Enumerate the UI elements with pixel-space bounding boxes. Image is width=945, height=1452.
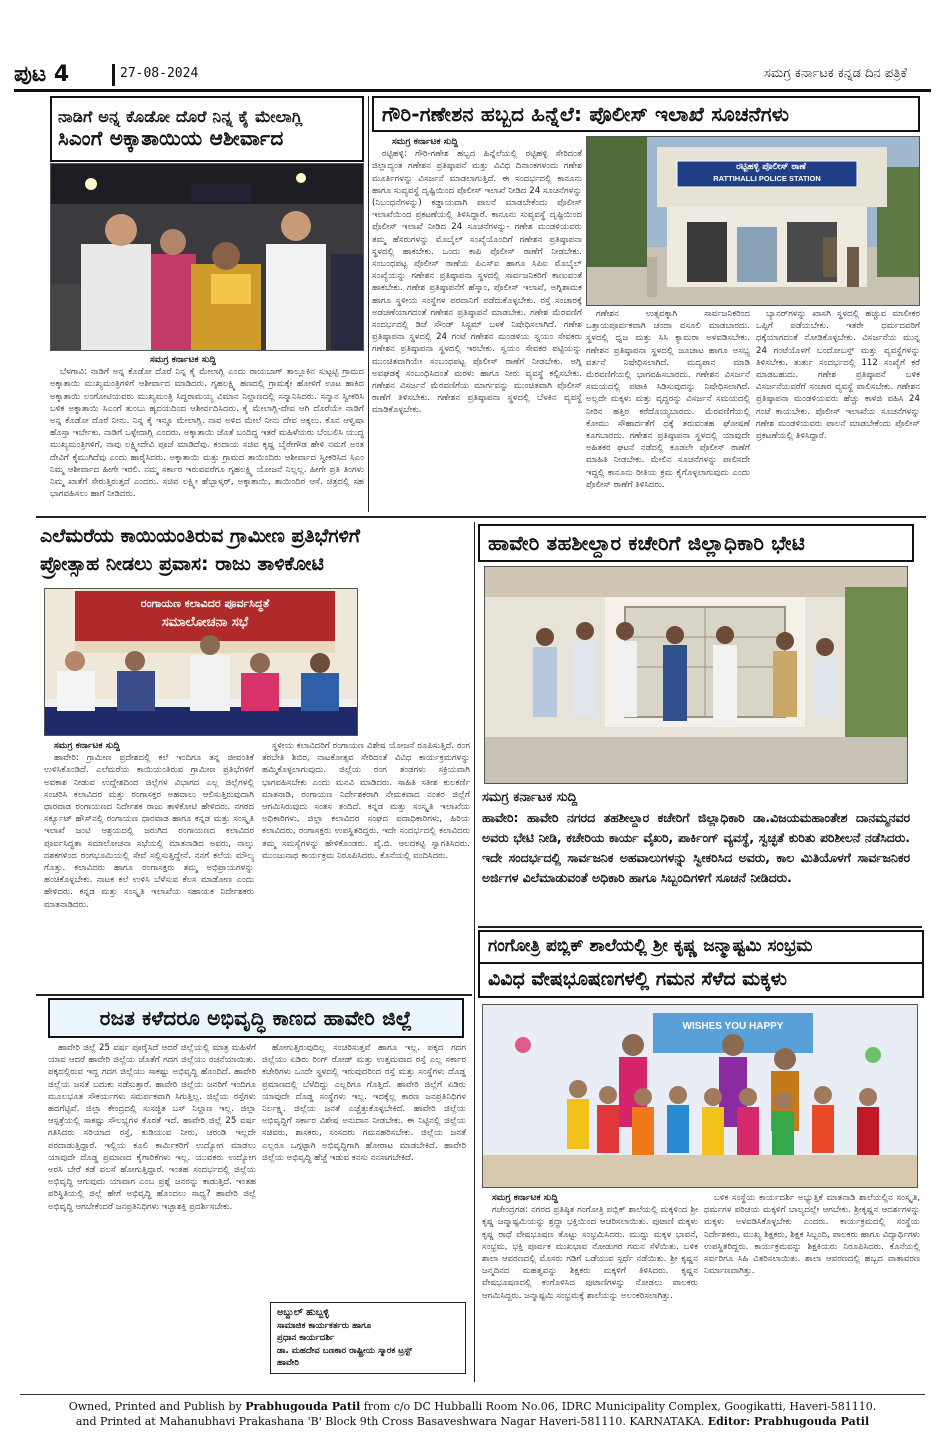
section-rule-right <box>478 926 922 928</box>
police-col2 <box>586 308 750 512</box>
school-story-headline <box>478 930 924 1000</box>
raju-body-col1: ಹಾವೇರಿ: ಗ್ರಾಮೀಣ ಪ್ರದೇಶದಲ್ಲಿ ಕಲೆ ಇಂದಿಗೂ ತನ್ನ ಜೀವಂತಿಕೆ ಉಳಿಸಿಕೊಂಡಿದೆ. ಎಲೆಮರೆಯ ಕಾಯಿಯಂತಿರುವ ಗ್ರಾಮೀಣ ಪ್ರತಿಭೆಗಳಿಗೆ ಅವಕಾಶ ನೀಡುವ ಉದ್ದೇಶದಿಂದ ಜಿಲ್ಲೆಗಳ ವಿಭಾಗದ ಎಲ್ಲ ಜಿಲ್ಲೆಗಳಲ್ಲಿ ಸಂಚರಿಸಿ ಕಲಾವಿದರ ಮತ್ತು ರಂಗಾಸಕ್ತರ ಅಹವಾಲು ಆಲಿಸುತ್ತಿರುವುದಾಗಿ ಧಾರವಾಡ ರಂಗಾಯಣದ ನಿರ್ದೇಶಕ ರಾಜು ತಾಳಿಕೋಟಿ ಹೇಳಿದರು. ನಗರದ ಸರ್ಕ್ಯೂಟ್ ಹೌಸ್‌ನಲ್ಲಿ ರಂಗಾಯಣ ಧಾರವಾಡ ಹಾಗೂ ಕನ್ನಡ ಮತ್ತು ಸಂಸ್ಕೃತಿ ಇಲಾಖೆ ಜಂಟಿ ಆಶ್ರಯದಲ್ಲಿ ಜರುಗಿದ ರಂಗಾಯಣದ ಕಲಾವಿದರ ಪೂರ್ವಸಿದ್ಧತಾ ಸಮಾಲೋಚನಾ ಸಭೆಯಲ್ಲಿ ಮಾತನಾಡಿದ ಅವರು, ನಾಲ್ಕು ದಶಕಗಳಿಂದ ರಂಗಭೂಮಿಯಲ್ಲಿ ಸೇವೆ ಸಲ್ಲಿಸುತ್ತಿದ್ದೇನೆ. ನನಗೆ ಕಲೆಯ ಮೌಲ್ಯ ಗೊತ್ತು. ಕಲಾವಿದರು ಹಾಗೂ ರಂಗಾಸಕ್ತರು ತಮ್ಮ ಅಭಿಪ್ರಾಯಗಳನ್ನು ಹಂಚಿಕೊಳ್ಳಬೇಕು. ನಾಟಕ ಕಲೆ ಉಳಿಸಿ ಬೆಳೆಸುವ ಕೆಲಸ ಮಾಡೋಣ ಎಂದು ಹೇಳಿದರು. ಕನ್ನಡ ಮತ್ತು ಸಂಸ್ಕೃತಿ ಇಲಾಖೆಯ ಸಹಾಯಕ ನಿರ್ದೇಶಕರು ಮಾತನಾಡಿದರು. <box>44 753 254 910</box>
imprint-editor: Editor: Prabhugouda Patil <box>707 1415 870 1428</box>
police-story-headline-box <box>372 96 920 132</box>
imprint-footer <box>20 1394 925 1429</box>
page-number: ಪುಟ 4 <box>14 62 70 87</box>
raju-banner-line1: ರಂಗಾಯಣ ಕಲಾವಿದರ ಪೂರ್ವಸಿದ್ಧತೆ <box>140 597 270 610</box>
author-line5: ಹಾವೇರಿ <box>277 1358 299 1368</box>
imprint-address: from c/o DC Hubballi Room No.06, IDRC Municipality Complex, Googikatti, Haveri-581110. <box>360 1400 877 1413</box>
author-line3: ಪ್ರಧಾನ ಕಾರ್ಯದರ್ಶಿ <box>277 1333 335 1343</box>
school-body-col1: ಗಜೇಂದ್ರಗಡ: ನಗರದ ಪ್ರತಿಷ್ಠಿತ ಗಂಗೋತ್ರಿ ಪಬ್ಲಿಕ್ ಶಾಲೆಯಲ್ಲಿ ಮಕ್ಕಳಿಂದ ಶ್ರೀ ಕೃಷ್ಣ ಜನ್ಮಾಷ್ಟಮಿಯನ್ನು ಶ್ರದ್ಧಾ ಭಕ್ತಿಯಿಂದ ಆಚರಿಸಲಾಯಿತು. ಪುಟಾಣಿ ಮಕ್ಕಳು ಕೃಷ್ಣ ರಾಧೆ ವೇಷಭೂಷಣ ತೊಟ್ಟು ಸಂಭ್ರಮಿಸಿದರು. ಮುದ್ದು ಮಕ್ಕಳ ಭಾವನೆ, ಸಂಭ್ರಮ, ಭಕ್ತಿ ಪೂರ್ವಕ ಮುಖಭಾವ ನೋಡುಗರ ಗಮನ ಸೆಳೆಯಿತು. ಬಳಿಕ ಶಾಲಾ ಆವರಣದಲ್ಲಿ ಮೊಸರು ಗಡಿಗೆ ಒಡೆಯುವ ಸ್ಪರ್ಧೆ ನಡೆಯಿತು. ಶ್ರೀ ಕೃಷ್ಣನ ಜನ್ಮದಿನದ ಮಹತ್ವವನ್ನು ಶಿಕ್ಷಕರು ಮಕ್ಕಳಿಗೆ ತಿಳಿಸಿದರು. ಕೃಷ್ಣನ ವೇಷಭೂಷಣದಲ್ಲಿ ಕಂಗೊಳಿಸಿದ ಪುಟಾಣಿಗಳನ್ನು ನೋಡಲು ಪಾಲಕರು ಆಗಮಿಸಿದ್ದರು. ಜನ್ಮಾಷ್ಟಮಿ ಸಂಭ್ರಮಕ್ಕೆ ಶಾಲೆಯನ್ನು ಅಲಂಕರಿಸಲಾಗಿತ್ತು. <box>482 1205 698 1301</box>
police-col3 <box>756 308 920 512</box>
page-header <box>14 60 931 92</box>
raju-story-headline <box>40 522 468 584</box>
cm-photo <box>50 163 364 351</box>
dc-story-text <box>482 788 910 920</box>
cm-headline-line2: ಸಿಎಂಗೆ ಅಕ್ಕಾತಾಯಿಯ ಆಶೀರ್ವಾದ <box>58 125 284 150</box>
section-rule <box>36 516 926 518</box>
imprint-printed-at: and Printed at Mahanubhavi Prakashana 'B' Block 9th Cross Basaveshwara Nagar Haveri-581110. KARNATAKA. <box>75 1415 708 1428</box>
haveri-col2 <box>262 1042 466 1298</box>
newspaper-name: ಸಮಗ್ರ ಕರ್ನಾಟಕ ಕನ್ನಡ ದಿನ ಪತ್ರಿಕೆ <box>764 66 907 81</box>
police-signboard-en: RATTIHALLI POLICE STATION <box>713 174 821 183</box>
school-photo-banner: WISHES YOU HAPPY <box>682 1021 784 1032</box>
dc-photo-image <box>485 567 908 784</box>
haveri-body-col2: ಹೋಗುತ್ತಿರುವುದಿಲ್ಲ ಸಂಚರಿಸುತ್ತವೆ ಹಾಗೂ ಇಲ್ಲ. ಪಕ್ಕದ ಗದಗ ಜಿಲ್ಲೆಯು ಏಡಿರು ರಿಂಗ್ ರೋಡ್ ಮತ್ತು ಉತ್ತಮವಾದ ರಸ್ತೆ ಎಲ್ಲ ಸರ್ಕಾರ ಕಚೇರಿಗಳು ಒಂದೇ ಸ್ಥಳದಲ್ಲಿ ಇರುವುದರಿಂದ ರಸ್ತೆ ಮತ್ತು ಸಂಸ್ಥೆಗಳು ದೊಡ್ಡ ಪ್ರಮಾಣದಲ್ಲಿ ಬೆಳೆದಿದ್ದು ಎಲ್ಲರಿಗೂ ಗೊತ್ತಿದೆ. ಹಾವೇರಿ ಜಿಲ್ಲೆಗೆ ಏಡಿರು ಯಾವುದೇ ದೊಡ್ಡ ಸಂಸ್ಥೆಗಳು ಇಲ್ಲ. ಇದಕ್ಕೆಲ್ಲ ಕಾರಣ ಜನಪ್ರತಿನಿಧಿಗಳ ನಿರ್ಲಕ್ಷ್ಯ. ಜಿಲ್ಲೆಯ ಜನತೆ ಎಚ್ಚೆತ್ತುಕೊಳ್ಳಬೇಕಿದೆ. ಹಾವೇರಿ ಜಿಲ್ಲೆಯ ಅಭಿವೃದ್ಧಿಗೆ ಸರ್ಕಾರ ವಿಶೇಷ ಅನುದಾನ ನೀಡಬೇಕು. ಈ ನಿಟ್ಟಿನಲ್ಲಿ ಜಿಲ್ಲೆಯ ಸಚಿವರು, ಶಾಸಕರು, ಸಂಸದರು ಗಮನಹರಿಸಬೇಕು. ಜಿಲ್ಲೆಯ ಜನತೆ ಎಲ್ಲರೂ ಒಗ್ಗಟ್ಟಾಗಿ ಅಭಿವೃದ್ಧಿಗಾಗಿ ಹೋರಾಟ ಮಾಡಬೇಕಿದೆ. ಹಾವೇರಿ ಜಿಲ್ಲೆಯ ಅಭಿವೃದ್ಧಿ ಹೆಜ್ಜೆ ಇಡುವ ಕನಸು ನನಸಾಗಬೇಕಿದೆ. <box>262 1043 466 1163</box>
police-col1 <box>372 136 582 512</box>
imprint-line2 <box>20 1414 925 1429</box>
cm-byline: ಸಮಗ್ರ ಕರ್ನಾಟಕ ಸುದ್ದಿ <box>150 355 216 365</box>
haveri-body-col1: ಹಾವೇರಿ ಜಿಲ್ಲೆ 25 ವರ್ಷ ಪೂರೈಸಿದೆ ಆದರೆ ಜಿಲ್ಲೆಯಲ್ಲಿ ಮಾತ್ರ ಮಹಿಳೆಗೆ ಯಾವ ಆದರೆ ಹಾವೇರಿ ಜಿಲ್ಲೆಯ ಜೊತೆಗೆ ಗದಗ ಜಿಲ್ಲೆಯು ರಚನೆಯಾಯಿತು. ಪಕ್ಕದಲ್ಲಿರುವ ಇದ್ದ ಗದಗ ಜಿಲ್ಲೆಯು ಸಾಕಷ್ಟು ಅಭಿವೃದ್ಧಿ ಹೊಂದಿದೆ. ಹಾವೇರಿ ಜಿಲ್ಲೆಯ ಜನತೆ ಬದುಕು ನಡೆಸುತ್ತಾರೆ. ಹಾವೇರಿ ಜಿಲ್ಲೆಯ ಜನರಿಗೆ ಇಂದಿಗೂ ಮೂಲಭೂತ ಸೌಕರ್ಯಗಳು ಸಮರ್ಪಕವಾಗಿ ಸಿಗುತ್ತಿಲ್ಲ. ಜಿಲ್ಲೆಯ ರಸ್ತೆಗಳು ಹದಗೆಟ್ಟಿವೆ. ಜಿಲ್ಲಾ ಕೇಂದ್ರದಲ್ಲಿ ಸುಸಜ್ಜಿತ ಬಸ್ ನಿಲ್ದಾಣ ಇಲ್ಲ. ಜಿಲ್ಲಾ ಆಸ್ಪತ್ರೆಯಲ್ಲಿ ಸಾಕಷ್ಟು ಸೌಲಭ್ಯಗಳ ಕೊರತೆ ಇದೆ. ಹಾವೇರಿ ಜಿಲ್ಲೆ 25 ವರ್ಷ ಗತಿಸಿದರು ಸರಿಯಾದ ರಸ್ತೆ, ಕುಡಿಯುವ ನೀರು, ಚರಂಡಿ ಇಲ್ಲದೇ ಪರದಾಡುತ್ತಿದ್ದಾರೆ. ಇಲ್ಲಿಯ ಕೂಲಿ ಕಾರ್ಮಿಕರಿಗೆ ಉದ್ಯೋಗ ಮಾಡಲು ಯಾವುದೇ ದೊಡ್ಡ ಪ್ರಮಾಣದ ಕೈಗಾರಿಕೆಗಳು ಇಲ್ಲ. ಯುವಕರು ಉದ್ಯೋಗ ಅರಸಿ ಬೇರೆ ಕಡೆ ವಲಸೆ ಹೋಗುತ್ತಿದ್ದಾರೆ. ಇಂತಹ ಸಂದರ್ಭದಲ್ಲಿ ಜಿಲ್ಲೆಯ ಅಭಿವೃದ್ಧಿ ಆಗುವುದು ಯಾವಾಗ ಎಂಬ ಪ್ರಶ್ನೆ ಜನರನ್ನು ಕಾಡುತ್ತಿದೆ. ಇಂತಹ ಪರಿಸ್ಥಿತಿಯಲ್ಲಿ ಜಿಲ್ಲೆ ಹೇಗೆ ಅಭಿವೃದ್ಧಿ ಹೊಂದಲು ಸಾಧ್ಯ? ಹಾವೇರಿ ಜಿಲ್ಲೆ ಅಭಿವೃದ್ಧಿ ಆಗಬೇಕೆಂದರೆ ಜನಪ್ರತಿನಿಧಿಗಳು ಇಚ್ಛಾಶಕ್ತಿ ಪ್ರದರ್ಶಿಸಬೇಕು. <box>48 1043 256 1212</box>
column-rule <box>368 96 369 512</box>
haveri-author-box <box>270 1302 466 1374</box>
school-headline-box2 <box>478 964 924 998</box>
haveri-headline: ರಜತ ಕಳೆದರೂ ಅಭಿವೃದ್ಧಿ ಕಾಣದ ಹಾವೇರಿ ಜಿಲ್ಲೆ <box>99 1005 413 1030</box>
police-body-col2: ಗಣೇಶನ ಉತ್ಸವಕ್ಕಾಗಿ ಸಾರ್ವಜನಿಕರಿಂದ ಒತ್ತಾಯಪೂರ್ವಕವಾಗಿ ಚಂದಾ ವಸೂಲಿ ಮಾಡಬಾರದು. ಸ್ಥಳದಲ್ಲಿ ಧ್ವಜ ಮತ್ತು ಸಿಸಿ ಕ್ಯಾಮರಾ ಅಳವಡಿಸಬೇಕು. ಗಣೇಶನ ಪ್ರತಿಷ್ಠಾಪನಾ ಸ್ಥಳದಲ್ಲಿ ಜೂಜಾಟ ಹಾಗೂ ಅಸಭ್ಯ ವರ್ತನೆ ನಿಷೇಧಿಸಲಾಗಿದೆ. ಮದ್ಯಪಾನ ಮಾಡಿ ಮೆರವಣಿಗೆಯಲ್ಲಿ ಭಾಗವಹಿಸಬಾರದು. ಗಣೇಶನ ವಿಸರ್ಜನೆ ಸಮಯದಲ್ಲಿ ಪಟಾಕಿ ಸಿಡಿಸುವುದನ್ನು ನಿಷೇಧಿಸಲಾಗಿದೆ. ಅಲ್ಲದೇ ಮಕ್ಕಳು ಮತ್ತು ವೃದ್ಧರನ್ನು ವಿಸರ್ಜನೆ ಸಮಯದಲ್ಲಿ ನೀರಿನ ಹತ್ತಿರ ಕರೆದೊಯ್ಯಬಾರದು. ಮೆರವಣಿಗೆಯಲ್ಲಿ ಕೋಮು ಸೌಹಾರ್ದತೆಗೆ ಧಕ್ಕೆ ತರುವಂತಹ ಘೋಷಣೆ ಕೂಗಬಾರದು. ಗಣೇಶನ ಪ್ರತಿಷ್ಠಾಪನಾ ಸ್ಥಳದಲ್ಲಿ ಯಾವುದೇ ಅಹಿತಕರ ಘಟನೆ ನಡೆದಲ್ಲಿ ಕೂಡಲೇ ಪೊಲೀಸ್ ಠಾಣೆಗೆ ಮಾಹಿತಿ ನೀಡಬೇಕು. ಮೇಲಿನ ಸೂಚನೆಗಳನ್ನು ಪಾಲಿಸದೇ ಇದ್ದಲ್ಲಿ ಕಾನೂನು ರೀತಿಯ ಕ್ರಮ ಕೈಗೊಳ್ಳಲಾಗುವುದು ಎಂದು ಪೊಲೀಸ್ ಠಾಣೆಗೆ ತಿಳಿಸಿದರು. <box>586 309 750 490</box>
cm-body: ಬೆಳಗಾವಿ: ನಾಡಿಗೆ ಅನ್ನ ಕೊಡೋ ದೊರೆ ನಿನ್ನ ಕೈ ಮೇಲಾಗ್ಲಿ ಎಂದು ರಾಯಬಾಗ್ ತಾಲ್ಲೂಕಿನ ಸುಟ್ಟಟ್ಟಿ ಗ್ರಾಮದ ಅಕ್ಕಾತಾಯಿ ಮುಖ್ಯಮಂತ್ರಿಗಳಿಗೆ ಆಶೀರ್ವಾದ ಮಾಡಿದರು. ಗೃಹಲಕ್ಷ್ಮಿ ಹಣದಲ್ಲಿ ಗ್ರಾಮಕ್ಕೇ ಹೋಳಿಗೆ ಊಟ ಹಾಕಿದ ಅಕ್ಕಾತಾಯಿ ಲಂಗೋಟಿಯವರು ಮುಖ್ಯಮಂತ್ರಿ ಸಿದ್ದರಾಮಯ್ಯ ವಿಮಾನ ನಿಲ್ದಾಣದಲ್ಲಿ ಸನ್ಮಾನಿಸಿದರು. ಸನ್ಮಾನ ಸ್ವೀಕರಿಸಿ ಬಳಿಕ ಅಕ್ಕಾತಾಯಿ ಸಿಎಂಗೆ ತುಂಬು ಹೃದಯದಿಂದ ಆಶೀರ್ವದಿಸಿದರು. ಕೈ ಮೇಲಾಗ್ಲಿ-ದೇವ ಆಗಿ ದೊರೆಯೇ ನಾಡಿಗೆ ಅನ್ನ ಕೊಡೋ ದೊರೆ ನೀನು. ನಿನ್ನ ಕೈ ಇನ್ನೂ ಮೇಲಾಗ್ಲಿ. ನಾವ ಅಳಿದ ಮೇಲೆ ನೀನು ದೇವ ಅಕ್ಕಲು. ಕೊನ ಆಳ್ವಿಷಾ ಹೊಸ್ತಾ ಇರ್ಬೇಕು. ನಾಡಿಗೆ ಒಳ್ಳೇದಾಗ್ಲಿ ಎಂದರು. ಅಕ್ಕಾತಾಯಿ ಜೊತೆ ಬಂದಿದ್ದ ಇತರೆ ಮಹಿಳೆಯರು ಬೆಂಬಲಿಸಿ ಯುದ್ಧ ಮುಖ್ಯಮಂತ್ರಿಗಳಿಗೆ, ನಾವು ಲಕ್ಷ್ಮೀದೇವಿ ಪೂಜೆ ಮಾಡಿದೆವು. ಕಂದಾಯ ಸಚಿವ ಕೃಷ್ಣ ಬೈರೇಗೌಡ ಹೇಳಿ ನಮಗೆ ಅಂತ ದೇವಿಗೆ ಕೈಮುಗಿದೆವು ಎಂದು ಹಾರೈಸಿದರು. ಅಕ್ಕಾತಾಯಿ ಮತ್ತು ಗ್ರಾಮದ ತಾಯಿಂದಿರು ಆಶೀರ್ವಾದ ಸ್ವೀಕರಿಸಿದ ಸಿಎಂ ನಿಮ್ಮ ಆಶೀರ್ವಾದ ಹೀಗೇ ಇರಲಿ. ನಮ್ಮ ಸರ್ಕಾರ ಇರುವವರೆಗೂ ಗೃಹಲಕ್ಷ್ಮಿ ಯೋಜನೆ ನಿಲ್ಲಲ್ಲ. ಹೀಗೇ ಪ್ರತಿ ತಿಂಗಳು ನಿಮ್ಮ ಖಾತೆಗೆ ಸೇರುತ್ತಿರುತ್ತದೆ ಎಂದರು. ಸಚಿವ ಲಕ್ಷ್ಮೀ ಹೆಬ್ಬಾಳ್ಕರ್, ಅಕ್ಕಾತಾಯಿ, ತಾಯಿಂದಿರ ಆಸೆ. ಚಿತ್ರದಲ್ಲಿ ಸಹ ಭಾಗವಹಿಸಲು ಹಾಗೆ ನೀಡಿದರು. <box>50 367 364 500</box>
police-signboard-kn: ರಟ್ಟಿಹಳ್ಳಿ ಪೊಲೀಸ್ ಠಾಣೆ <box>736 162 806 172</box>
dc-body: ಹಾವೇರಿ: ಹಾವೇರಿ ನಗರದ ತಹಶೀಲ್ದಾರ ಕಚೇರಿಗೆ ಜಿಲ್ಲಾಧಿಕಾರಿ ಡಾ.ವಿಜಯಮಹಾಂತೇಶ ದಾನಮ್ಮನವರ ಅವರು ಭೇಟಿ ನೀಡಿ, ಕಚೇರಿಯ ಕಾರ್ಯ ವೈಖರಿ, ಪಾರ್ಕಿಂಗ್ ವ್ಯವಸ್ಥೆ, ಸ್ವಚ್ಛತೆ ಕುರಿತು ಪರಿಶೀಲನೆ ನಡೆಸಿದರು. ಇದೇ ಸಂದರ್ಭದಲ್ಲಿ ಸಾರ್ವಜನಿಕ ಅಹವಾಲುಗಳನ್ನು ಸ್ವೀಕರಿಸಿದ ಅವರು, ಕಾಲ ಮಿತಿಯೊಳಗೆ ಸಾರ್ವಜನಿಕರ ಅರ್ಜಿಗಳ ವಿಲೆಮಾಡುವಂತೆ ಅಧಿಕಾರಿ ಹಾಗೂ ಸಿಬ್ಬಂದಿಗಳಿಗೆ ಸೂಚನೆ ನೀಡಿದರು. <box>482 810 910 885</box>
imprint-owner-name: Prabhugouda Patil <box>245 1400 361 1413</box>
raju-banner-line2: ಸಮಾಲೋಚನಾ ಸಭೆ <box>161 615 249 630</box>
column-rule-mid <box>474 522 475 1382</box>
author-line2: ಸಾಮಾಜಿಕ ಕಾರ್ಯಕರ್ತರು ಹಾಗೂ <box>277 1320 372 1331</box>
haveri-col1 <box>48 1042 256 1380</box>
raju-headline-line1: ಎಲೆಮರೆಯ ಕಾಯಿಯಂತಿರುವ ಗ್ರಾಮೀಣ ಪ್ರತಿಭೆಗಳಿಗೆ <box>40 525 360 547</box>
cm-photo-image <box>51 164 364 351</box>
imprint-line1 <box>20 1399 925 1414</box>
police-byline: ಸಮಗ್ರ ಕರ್ನಾಟಕ ಸುದ್ದಿ <box>392 137 458 147</box>
raju-col1 <box>44 740 254 992</box>
author-name: ಅಬ್ದುಲ್ ಹುಬ್ಬಳ್ಳಿ <box>277 1307 330 1318</box>
raju-photo-image <box>45 589 358 736</box>
cm-headline-line1: ನಾಡಿಗೆ ಅನ್ನ ಕೊಡೋ ದೊರೆ ನಿನ್ನ ಕೈ ಮೇಲಾಗ್ಲಿ <box>58 107 303 127</box>
dc-story-headline-box <box>478 524 914 562</box>
raju-headline-line2: ಪ್ರೋತ್ಸಾಹ ನೀಡಲು ಪ್ರವಾಸ: ರಾಜು ತಾಳಿಕೋಟಿ <box>40 553 324 575</box>
police-body-col1: ರಟ್ಟಿಹಳ್ಳಿ: ಗೌರಿ-ಗಣೇಶ ಹಬ್ಬದ ಹಿನ್ನೆಲೆಯಲ್ಲಿ ರಟ್ಟಿಹಳ್ಳಿ ಸೇರಿದಂತೆ ಜಿಲ್ಲಾದ್ಯಂತ ಗಣೇಶನ ಪ್ರತಿಷ್ಠಾಪನೆ ಮತ್ತು ವಿವಿಧ ದಿನಾಂಕಗಳಂದು ಗಣೇಶ ಮೂರ್ತಿಗಳನ್ನು ವಿಸರ್ಜನೆ ಮಾಡಲಾಗುತ್ತಿದೆ. ಈ ಸಂದರ್ಭದಲ್ಲಿ ಕಾನೂನು ಹಾಗೂ ಸುವ್ಯವಸ್ಥೆ ದೃಷ್ಟಿಯಿಂದ ಪೊಲೀಸ್ ಇಲಾಖೆ ನೀಡಿದ 24 ಸೂಚನೆಗಳನ್ನು (ನಿಬಂಧನೆಗಳನ್ನು) ಕಡ್ಡಾಯವಾಗಿ ಪಾಲನೆ ಮಾಡಬೇಕೆಂದು ಪೊಲೀಸ್ ಇಲಾಖೆಯಿಂದ ಪ್ರಕಟಣೆಯಲ್ಲಿ ತಿಳಿಸಿದ್ದಾರೆ. ಕಾನೂನು ಸುವ್ಯವಸ್ಥೆ ದೃಷ್ಟಿಯಿಂದ ಪೊಲೀಸ್ ಇಲಾಖೆ ನೀಡಿದ 24 ಸೂಚನೆಗಳನ್ನು- ಗಣೇಶ ಮಂಡಳಿಯವರು ತಮ್ಮ ಹೆಸರುಗಳನ್ನು ಮೊಬೈಲ್ ಸಂಖ್ಯೆಯೊಂದಿಗೆ ಗಣೇಶನ ಪ್ರತಿಷ್ಠಾಪನಾ ಸ್ಥಳದಲ್ಲಿ ಹಾಕಬೇಕು. ಒಂದು ಕಾಪಿ ಪೊಲೀಸ್ ಠಾಣೆಗೆ ನೀಡಬೇಕು. ಸಂಬಂಧಪಟ್ಟ ಪೊಲೀಸ್ ಠಾಣೆಯ ಪಿಎಸ್‌ಐ ಹಾಗೂ ಸಿಪಿಐ ಮೊಬೈಲ್ ಸಂಖ್ಯೆಯನ್ನು ಗಣೇಶನ ಪ್ರತಿಷ್ಠಾಪನಾ ಸ್ಥಳದಲ್ಲಿ ಸಾರ್ವಜನಿಕರಿಗೆ ಕಾಣುವಂತೆ ಹಾಕಬೇಕು. ಗಣೇಶ ಪ್ರತಿಷ್ಠಾಪನೆಗೆ ಹೆಸ್ಕಾಂ, ಪೊಲೀಸ್ ಇಲಾಖೆ, ಅಗ್ನಿಶಾಮಕ ಹಾಗೂ ಸ್ಥಳೀಯ ಸಂಸ್ಥೆಗಳ ಪರವಾನಿಗೆ ಪಡೆದುಕೊಳ್ಳಬೇಕು. ರಸ್ತೆ ಸಂಚಾರಕ್ಕೆ ಅಡಚಣೆಯಾಗದಂತೆ ಗಣೇಶನ ಪ್ರತಿಷ್ಠಾಪನೆ ಮಾಡಬೇಕು. ಗಣೇಶ ಮೆರವಣಿಗೆ ಸಂದರ್ಭದಲ್ಲಿ ಡಿಜೆ ಸೌಂಡ್ ಸಿಸ್ಟಮ್ ಬಳಕೆ ನಿಷೇಧಿಸಲಾಗಿದೆ. ಗಣೇಶ ಪ್ರತಿಷ್ಠಾಪನಾ ಸ್ಥಳದಲ್ಲಿ 24 ಗಂಟೆ ಗಣೇಶನ ಮಂಡಳಿಯ ಸ್ವಯಂ ಸೇವಕರು ಗಣೇಶನ ಪ್ರತಿಷ್ಠಾಪನಾ ಸ್ಥಳದಲ್ಲಿ ಇರಬೇಕು. ಸ್ವಯಂ ಸೇವಕರ ಪಟ್ಟಿಯನ್ನು ಮುಂಚಿತವಾಗಿಯೇ ಸಂಬಂಧಪಟ್ಟ ಪೊಲೀಸ್ ಠಾಣೆಗೆ ನೀಡಬೇಕು. ಅಗ್ನಿ ಅವಘಡಕ್ಕೆ ಸಂಬಂಧಿಸಿದಂತೆ ಮರಳು ಹಾಗೂ ನೀರು ವ್ಯವಸ್ಥೆ ಕಲ್ಪಿಸಬೇಕು. ಗಣೇಶನ ವಿಸರ್ಜನೆ ಮೆರವಣಿಗೆಯ ಮಾರ್ಗವನ್ನು ಮುಂಚಿತವಾಗಿ ಪೊಲೀಸ್ ಠಾಣೆಗೆ ತಿಳಿಸಬೇಕು. ಗಣೇಶನ ಪ್ರತಿಷ್ಠಾಪನಾ ಸ್ಥಳದಲ್ಲಿ ಬೆಳಕಿನ ವ್ಯವಸ್ಥೆ ಮಾಡಿಕೊಳ್ಳಬೇಕು. <box>372 149 582 416</box>
dc-visit-photo <box>484 566 908 784</box>
raju-meeting-photo <box>44 588 358 736</box>
raju-col2 <box>262 740 470 992</box>
raju-byline: ಸಮಗ್ರ ಕರ್ನಾಟಕ ಸುದ್ದಿ <box>54 741 120 751</box>
dc-byline: ಸಮಗ್ರ ಕರ್ನಾಟಕ ಸುದ್ದಿ <box>482 790 578 805</box>
header-divider <box>112 64 115 86</box>
school-col2 <box>704 1192 920 1380</box>
cm-story-text <box>50 354 364 508</box>
school-headline-line2: ವಿವಿಧ ವೇಷಭೂಷಣಗಳಲ್ಲಿ ಗಮನ ಸೆಳೆದ ಮಕ್ಕಳು <box>488 968 787 991</box>
dc-headline: ಹಾವೇರಿ ತಹಶೀಲ್ದಾರ ಕಚೇರಿಗೆ ಜಿಲ್ಲಾಧಿಕಾರಿ ಭೇಟಿ <box>488 530 805 555</box>
police-headline: ಗೌರಿ-ಗಣೇಶನ ಹಬ್ಬದ ಹಿನ್ನೆಲೆ: ಪೊಲೀಸ್ ಇಲಾಖೆ ಸೂಚನೆಗಳು <box>382 101 790 126</box>
school-headline-box1 <box>478 930 924 964</box>
school-headline-line1: ಗಂಗೋತ್ರಿ ಪಬ್ಲಿಕ್ ಶಾಲೆಯಲ್ಲಿ ಶ್ರೀ ಕೃಷ್ಣ ಜನ್ಮಾಷ್ಟಮಿ ಸಂಭ್ರಮ <box>488 936 813 957</box>
section-rule-left <box>36 994 472 996</box>
cm-story-headline-box <box>50 96 364 162</box>
imprint-owned-by: Owned, Printed and Publish by <box>68 1400 246 1413</box>
school-photo-image <box>483 1005 918 1188</box>
police-station-photo <box>586 136 920 306</box>
school-col1 <box>482 1192 698 1380</box>
school-byline: ಸಮಗ್ರ ಕರ್ನಾಟಕ ಸುದ್ದಿ <box>492 1193 558 1203</box>
police-body-col3: ಬ್ಯಾನರ್‌ಗಳನ್ನು ಖಾಸಗಿ ಸ್ಥಳದಲ್ಲಿ ಹಚ್ಚುವ ಮಾಲೀಕರ ಒಪ್ಪಿಗೆ ಪಡೆಯಬೇಕು. ಇತರೇ ಧರ್ಮದವರಿಗೆ ಧಕ್ಕೆಯಾಗದಂತೆ ನೋಡಿಕೊಳ್ಳಬೇಕು. ವಿಸರ್ಜನೆಯ ಮುನ್ನ 24 ಗಂಟೆಯೊಳಗೆ ಬಂದೋಬಸ್ತ್ ಮತ್ತು ವ್ಯವಸ್ಥೆಗಳನ್ನು ತಿಳಿಸಬೇಕು. ತುರ್ತು ಸಂದರ್ಭದಲ್ಲಿ 112 ಸಂಖ್ಯೆಗೆ ಕರೆ ಮಾಡಬಹುದು. ಗಣೇಶ ಪ್ರತಿಷ್ಠಾಪನೆ ಬಳಿಕ ವಿಸರ್ಜನೆಯವರೆಗೆ ಸಂಚಾರ ವ್ಯವಸ್ಥೆ ಪಾಲಿಸಬೇಕು. ಗಣೇಶನ ಪ್ರತಿಷ್ಠಾಪನಾ ಮಂಡಳಿಯವರು ಹೆಚ್ಚು ಕಾಳಜಿ ವಹಿಸಿ 24 ಗಂಟೆ ಕಾಯಬೇಕು. ಪೊಲೀಸ್ ಇಲಾಖೆಯ ಸೂಚನೆಗಳನ್ನು ಗಣೇಶ ಮಂಡಳಿಯವರು ಪಾಲನೆ ಮಾಡಬೇಕೆಂದು ಪೊಲೀಸ್ ಪ್ರಕಟಣೆಯಲ್ಲಿ ತಿಳಿಸಿದ್ದಾರೆ. <box>756 309 920 442</box>
raju-body-col2: ಸ್ಥಳೀಯ ಕಲಾವಿದರಿಗೆ ರಂಗಾಯಣ ವಿಶೇಷ ಯೋಜನೆ ರೂಪಿಸುತ್ತಿದೆ. ರಂಗ ತರಬೇತಿ ಶಿಬಿರ, ನಾಟಕೋತ್ಸವ ಸೇರಿದಂತೆ ವಿವಿಧ ಕಾರ್ಯಕ್ರಮಗಳನ್ನು ಹಮ್ಮಿಕೊಳ್ಳಲಾಗುವುದು. ಜಿಲ್ಲೆಯ ರಂಗ ತಂಡಗಳು ಸಕ್ರಿಯವಾಗಿ ಭಾಗವಹಿಸಬೇಕು ಎಂದು ಮನವಿ ಮಾಡಿದರು. ಸಾಹಿತಿ ಸತೀಶ ಕುಲಕರ್ಣಿ ಮಾತನಾಡಿ, ರಂಗಾಯಣ ನಿರ್ದೇಶಕರಾಗಿ ನೇಮಕವಾದ ನಂತರ ಜಿಲ್ಲೆಗೆ ಆಗಮಿಸಿರುವುದು ಸಂತಸ ತಂದಿದೆ. ಕನ್ನಡ ಮತ್ತು ಸಂಸ್ಕೃತಿ ಇಲಾಖೆಯ ಅಧಿಕಾರಿಗಳು, ಜಿಲ್ಲಾ ಕಲಾವಿದರ ಸಂಘದ ಪದಾಧಿಕಾರಿಗಳು, ಹಿರಿಯ ಕಲಾವಿದರು, ರಂಗಾಸಕ್ತರು ಉಪಸ್ಥಿತರಿದ್ದರು. ಇದೇ ಸಂದರ್ಭದಲ್ಲಿ ಕಲಾವಿದರು ತಮ್ಮ ಸಮಸ್ಯೆಗಳನ್ನು ಹೇಳಿಕೊಂಡರು. ವೈ.ಬಿ. ಆಲದಕಟ್ಟಿ ಸ್ವಾಗತಿಸಿದರು. ಮುಂಜುನಾಥ ಕಾರ್ಯಕ್ರಮ ನಿರೂಪಿಸಿದರು. ಕೊನೆಯಲ್ಲಿ ವಂದಿಸಿದರು. <box>262 741 470 861</box>
issue-date: 27-08-2024 <box>120 66 199 81</box>
school-body-col2: ಬಳಿಕ ಸಂಸ್ಥೆಯ ಕಾರ್ಯದರ್ಶಿ ಅಭ್ಯುತ್ತಿಕೆ ಮಾತನಾಡಿ ಶಾಲೆಯಲ್ಲಿನ ಸಂಸ್ಕೃತಿ, ಧರ್ಮಗಳ ಪರಿಚಯ ಮಕ್ಕಳಿಗೆ ಬಾಲ್ಯದಲ್ಲೇ ಆಗಬೇಕು. ಶ್ರೀಕೃಷ್ಣನ ಆದರ್ಶಗಳನ್ನು ಮಕ್ಕಳು ಅಳವಡಿಸಿಕೊಳ್ಳಬೇಕು ಎಂದರು. ಕಾರ್ಯಕ್ರಮದಲ್ಲಿ ಸಂಸ್ಥೆಯ ನಿರ್ದೇಶಕರು, ಮುಖ್ಯ ಶಿಕ್ಷಕರು, ಶಿಕ್ಷಕ ಸಿಬ್ಬಂದಿ, ಪಾಲಕರು ಹಾಗೂ ವಿದ್ಯಾರ್ಥಿಗಳು ಉಪಸ್ಥಿತರಿದ್ದರು. ಕಾರ್ಯಕ್ರಮವನ್ನು ಶಿಕ್ಷಕಿಯರು ನಿರೂಪಿಸಿದರು. ಕೊನೆಯಲ್ಲಿ ಸರ್ವರಿಗೂ ಸಿಹಿ ವಿತರಿಸಲಾಯಿತು. ಶಾಲಾ ಆವರಣದಲ್ಲಿ ಹಬ್ಬದ ವಾತಾವರಣ ನಿರ್ಮಾಣವಾಗಿತ್ತು. <box>704 1193 920 1277</box>
author-line4: ಡಾ. ಮಹದೇವ ಬಣಕಾರ ರಾಷ್ಟ್ರೀಯ ಸ್ಮಾರಕ ಟ್ರಸ್ಟ್ <box>277 1345 413 1356</box>
school-krishna-photo <box>482 1004 918 1188</box>
haveri-story-headline-box <box>48 998 464 1038</box>
